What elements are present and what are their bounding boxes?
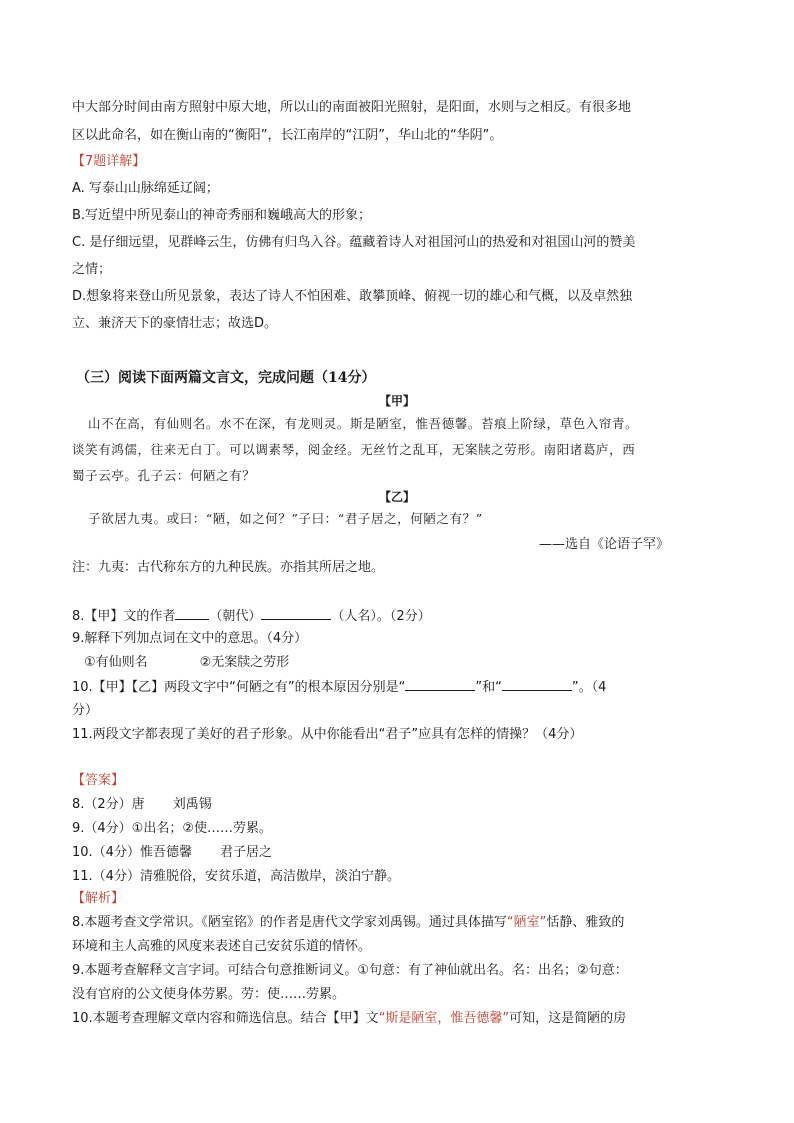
q9-item-1: ①有仙则名 (84, 655, 148, 670)
question-8 (72, 607, 431, 626)
answers-heading: 【答案】 (72, 773, 125, 788)
yi-label: 【乙】 (378, 490, 415, 504)
question-9-items (84, 654, 289, 672)
question-10 (72, 678, 606, 697)
answer-8-dynasty: 8.（2分）唐 (72, 797, 145, 812)
answer-10 (72, 844, 272, 862)
analysis-8-line-2: 环境和主人高雅的风度来表述自己安贫乐道的情怀。 (72, 939, 372, 954)
q7-option-a: A. 写泰山山脉绵延辽阔； (72, 181, 219, 196)
analysis-10-text-c: 可知，这是简陋的房 (509, 1011, 627, 1026)
q8-blank-dynasty[interactable] (175, 607, 209, 620)
answer-8 (72, 796, 212, 814)
q10-blank-1[interactable] (405, 678, 475, 691)
analysis-heading: 【解析】 (72, 891, 125, 906)
analysis-10-line-1 (72, 1010, 626, 1028)
answer-9: 9.（4分）①出名；②使……劳累。 (72, 821, 272, 836)
jia-line-2: 谈笑有鸿儒，往来无白丁。可以调素琴，阅金经。无丝竹之乱耳，无案牍之劳形。南阳诸葛庐，西 (72, 442, 636, 457)
analysis-8-quote: “陋室” (506, 915, 547, 930)
section-title: （三）阅读下面两篇文言文，完成问题（14分） (76, 370, 376, 386)
analysis-10-text-a: 10.本题考查理解文章内容和筛选信息。结合【甲】文 (72, 1011, 379, 1026)
question-10-tail: 分） (72, 703, 99, 718)
q8-blank-name[interactable] (261, 607, 331, 620)
yi-line-1: 子欲居九夷。或曰：“陋，如之何？”子曰：“君子居之，何陋之有？” (88, 511, 483, 526)
question-9: 9.解释下列加点词在文中的意思。（4分） (72, 631, 308, 646)
analysis-10-quote: “斯是陋室，惟吾德馨” (378, 1011, 510, 1026)
jia-line-1: 山不在高，有仙则名。水不在深，有龙则灵。斯是陋室，惟吾德馨。苔痕上阶绿，草色入帘青。 (88, 416, 639, 431)
q7-option-d-line-2: 立、兼济天下的豪情壮志；故选D。 (72, 316, 278, 331)
answer-11: 11.（4分）清雅脱俗，安贫乐道，高洁傲岸，淡泊宁静。 (72, 869, 400, 884)
q8-text-b: （朝代） (209, 609, 262, 624)
answer-8-author: 刘禹锡 (172, 797, 212, 812)
q7-heading: 【7题详解】 (72, 154, 146, 169)
q7-option-b: B.写近望中所见泰山的神奇秀丽和巍峨高大的形象； (72, 208, 372, 223)
question-11: 11.两段文字都表现了美好的君子形象。从中你能看出“君子”应具有怎样的情操？（4分） (72, 727, 583, 742)
q8-text-a: 8.【甲】文的作者 (72, 609, 176, 624)
analysis-8-text-c: 恬静、雅致的 (546, 915, 625, 930)
q7-option-c-line-2: 之情； (72, 262, 112, 277)
jia-line-3: 蜀子云亭。孔子云：何陋之有？ (72, 468, 256, 483)
q9-item-2: ②无案牍之劳形 (199, 655, 290, 670)
analysis-8-text-a: 8.本题考查文学常识。《陋室铭》的作者是唐代文学家刘禹锡。通过具体描写 (72, 915, 507, 930)
intro-line-1: 中大部分时间由南方照射中原大地，所以山的南面被阳光照射，是阳面，水则与之相反。有很多地 (72, 100, 632, 115)
q10-text-a: 10.【甲】【乙】两段文字中“何陋之有”的根本原因分别是“ (72, 680, 406, 695)
q10-blank-2[interactable] (502, 678, 572, 691)
annotation-note: 注：九夷：古代称东方的九种民族。亦指其所居之地。 (72, 560, 385, 575)
q10-text-c: ”。（4 (571, 680, 607, 695)
answer-10-part-2: 君子居之 (219, 845, 272, 860)
q8-text-c: （人名）。（2分） (331, 609, 431, 624)
analysis-9-line-1: 9.本题考查解释文言字词。可结合句意推断词义。①句意：有了神仙就出名。名：出名；②句意： (72, 963, 628, 978)
analysis-9-line-2: 没有官府的公文使身体劳累。劳：使……劳累。 (72, 987, 346, 1002)
source-citation: ——选自《论语子罕》 (538, 537, 669, 552)
answer-10-part-1: 10.（4分）惟吾德馨 (72, 845, 192, 860)
q10-text-b: ”和“ (475, 680, 502, 695)
intro-line-2: 区以此命名，如在衡山南的“衡阳”，长江南岸的“江阴”，华山北的“华阴”。 (72, 128, 503, 143)
jia-label: 【甲】 (378, 394, 415, 408)
q7-option-d-line-1: D.想象将来登山所见景象，表达了诗人不怕困难、敢攀顶峰、俯视一切的雄心和气概，以及卓然独 (72, 289, 633, 304)
analysis-8-line-1 (72, 914, 624, 932)
q7-option-c-line-1: C. 是仔细远望，见群峰云生，仿佛有归鸟入谷。蕴藏着诗人对祖国河山的热爱和对祖国山河的赞美 (72, 235, 636, 250)
